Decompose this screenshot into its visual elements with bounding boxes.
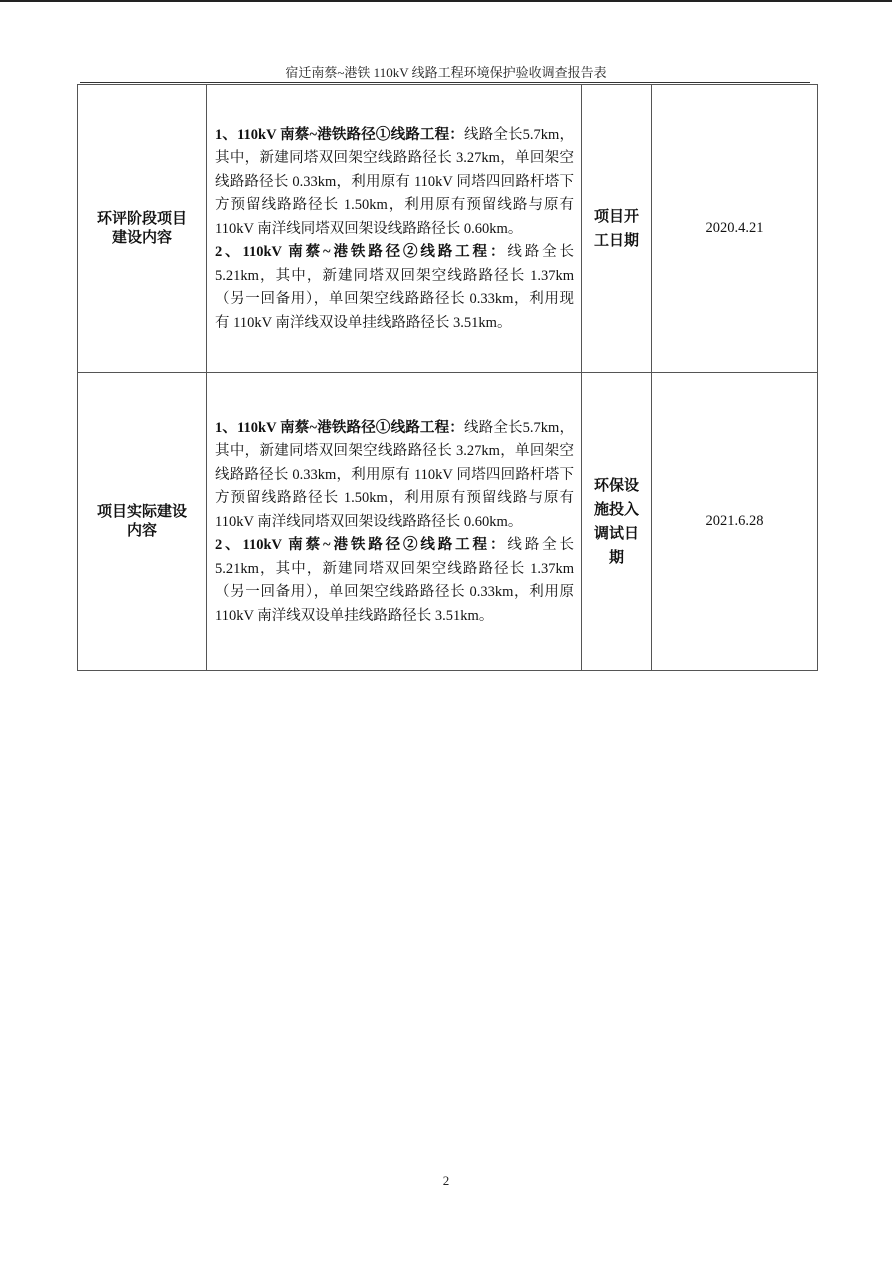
date-value: 2021.6.28 bbox=[652, 373, 818, 671]
line-item bbox=[215, 534, 574, 628]
line-item-text: 线路全长5.21km，其中，新建同塔双回架空线路路径长 1.37km（另一回备用），单回架空线路路径长 0.33km，利用原 110kV 南洋线双设单挂线路路径长 3.51km。 bbox=[215, 537, 575, 624]
line-item bbox=[215, 241, 574, 335]
construction-description bbox=[207, 85, 582, 373]
line-item-text: 线路全长5.7km，其中，新建同塔双回架空线路路径长 3.27km，单回架空线路路径长 0.33km，利用原有 110kV 同塔四回路杆塔下方预留线路路径长 1.50km，利用原有预留线路与原有 110kV 南洋线同塔双回架设线路路径长 0.60km。 bbox=[215, 126, 575, 237]
page-header: 宿迁南蔡~港铁 110kV 线路工程环境保护验收调查报告表 bbox=[285, 65, 607, 80]
line-item-title: 2、110kV 南蔡~港铁路径②线路工程： bbox=[215, 244, 508, 261]
table-row-actual-construction bbox=[78, 373, 818, 671]
line-item-title: 1、110kV 南蔡~港铁路径①线路工程： bbox=[215, 126, 464, 143]
top-border-line bbox=[0, 0, 892, 2]
header-divider bbox=[80, 82, 810, 83]
line-item bbox=[215, 417, 574, 535]
date-label: 环保设施投入调试日期 bbox=[582, 373, 652, 671]
construction-info-table bbox=[77, 84, 818, 671]
page-number: 2 bbox=[442, 1173, 450, 1188]
row-label: 环评阶段项目建设内容 bbox=[78, 85, 207, 373]
construction-description bbox=[207, 373, 582, 671]
date-value: 2020.4.21 bbox=[652, 85, 818, 373]
row-label: 项目实际建设内容 bbox=[78, 373, 207, 671]
line-item-text: 线路全长5.21km，其中，新建同塔双回架空线路路径长 1.37km（另一回备用），单回架空线路路径长 0.33km，利用现有 110kV 南洋线双设单挂线路路径长 3.51km。 bbox=[215, 244, 575, 331]
line-item-title: 1、110kV 南蔡~港铁路径①线路工程： bbox=[215, 419, 464, 436]
line-item bbox=[215, 124, 574, 242]
line-item-text: 线路全长5.7km，其中，新建同塔双回架空线路路径长 3.27km，单回架空线路路径长 0.33km，利用原有 110kV 同塔四回路杆塔下方预留线路路径长 1.50km，利用原有预留线路与原有 110kV 南洋线同塔双回架设线路路径长 0.60km。 bbox=[215, 419, 575, 530]
line-item-title: 2、110kV 南蔡~港铁路径②线路工程： bbox=[215, 537, 508, 554]
table-row-eia-stage bbox=[78, 85, 818, 373]
date-label: 项目开工日期 bbox=[582, 85, 652, 373]
